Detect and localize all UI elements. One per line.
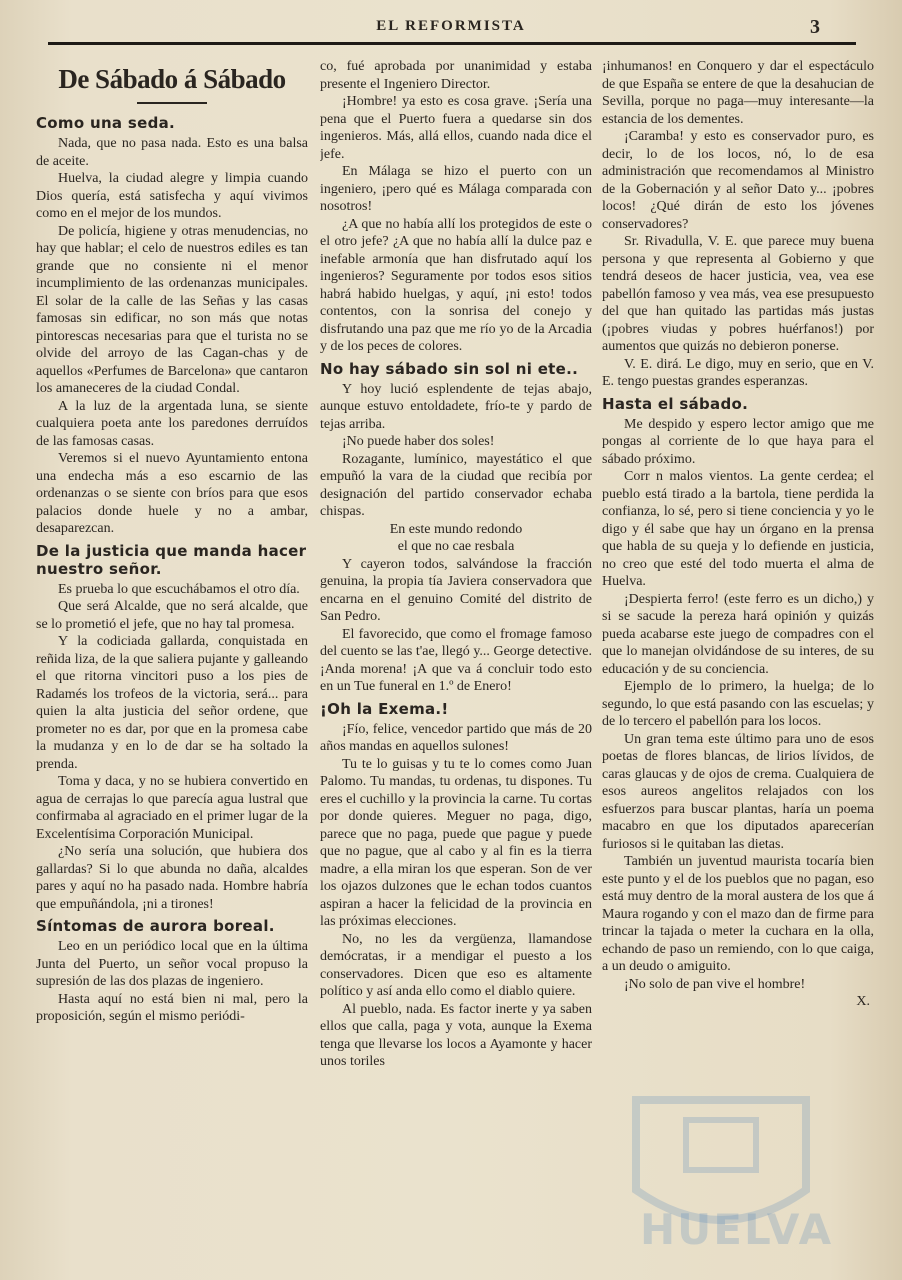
paragraph: Veremos si el nuevo Ayuntamiento entona una endecha más a eso escarnio de las ordenanzas o se siente con bríos para que esos palacios donde huele y no a ambar, desaparezcan.	[36, 451, 308, 536]
paragraph: Nada, que no pasa nada. Esto es una balsa de aceite.	[36, 136, 308, 169]
paragraph: Ejemplo de lo primero, la huelga; de lo segundo, lo que está pasando con las escuelas; y de lo tercero el pabellón para los locos.	[602, 679, 874, 729]
signature: X.	[856, 994, 870, 1009]
paragraph: Que será Alcalde, que no será alcalde, que se lo prometió el jefe, que no hay tal promesa.	[36, 599, 308, 632]
title-divider	[137, 102, 207, 104]
paragraph: Hasta aquí no está bien ni mal, pero la proposición, según el mismo periódi-	[36, 991, 308, 1024]
column-3	[602, 58, 874, 1258]
section-heading: Síntomas de aurora boreal.	[36, 917, 275, 935]
section-heading: Como una seda.	[36, 114, 176, 132]
article-title: De Sábado á Sábado	[58, 64, 286, 94]
paragraph: ¡No solo de pan vive el hombre!	[624, 976, 806, 992]
paragraph: Me despido y espero lector amigo que me pongas al corriente de lo que haya para el sábado próximo.	[602, 416, 874, 467]
column-2	[320, 58, 592, 1258]
paragraph: ¡Hombre! ya esto es cosa grave. ¡Sería una pena que el Puerto fuera a quedarse sin dos ingenieros. Más, allá ellos, cuando nada dice el jefe.	[320, 94, 592, 162]
watermark-text: HUELVA	[640, 1205, 834, 1254]
paragraph: ¡inhumanos! en Conquero y dar el espectáculo de que España se entere de que la desahucian de Sevilla, porque no paga—muy interesante—la estancia de los dementes.	[602, 59, 874, 127]
paragraph: Rozagante, lumínico, mayestático el que empuñó la vara de la ciudad que recibía por designación del partido conservador echaba chispas.	[320, 451, 592, 519]
paragraph: No, no les da vergüenza, llamandose demócratas, ir a mendigar el puesto a los conservadores. Dicen que eso es altamente político y así anda ello como el diablo quiere.	[320, 931, 592, 999]
article-columns	[36, 58, 874, 1258]
header-rule	[48, 42, 856, 45]
paragraph: ¿A que no había allí los protegidos de este o el otro jefe? ¿A que no había allí la dulce paz e inefable armonía que han disfrutado aquí los ingenieros? Seguramente por todos esos sitios habrá habido huelgas, y aquí, ¡ni esto! todos contentos, con la sonrisa del conejo y disfrutando una paz que me río yo de la Arcadia y de los peces de colores.	[320, 216, 592, 354]
paragraph: Al pueblo, nada. Es factor inerte y ya saben ellos que calla, paga y vota, aunque la Exema tenga que llevarse los locos a Ayamonte y hacer unos toriles	[320, 1001, 592, 1069]
paragraph: V. E. dirá. Le digo, muy en serio, que en V. E. tengo puestas grandes esperanzas.	[602, 356, 874, 389]
paragraph: Sr. Rivadulla, V. E. que parece muy buena persona y que representa al Gobierno y que tendrá deseos de hacer justicia, vea, vea ese pabellón famoso y vea más, vea ese presupuesto del que han quitado las partidas más justas (¡pobres viudas y pobres huérfanos!) por aumentos que quizás no debieron ponerse.	[602, 234, 874, 354]
section-heading: No hay sábado sin sol ni ete..	[320, 359, 579, 378]
paragraph: Tu te lo guisas y tu te lo comes como Juan Palomo. Tu mandas, tu ordenas, tu dispones. Tu eres el cuchillo y la provincia la carne. Tu cortas por donde quieres. Meguer no paga, digo, parece que no paga, puede que pague y puede que no pague, que al cabo y al fin es la tierra madre, a ella miran los que esperan. Son de ver los ojazos dulzones que le echan todos cuantos aspiran a hacer la felicidad de la provincia en las próximas elecciones.	[320, 756, 592, 929]
column-3-body	[602, 58, 874, 1011]
paragraph: Un gran tema este último para uno de esos poetas de flores blancas, de lirios lívidos, de caras glaucas y de ojos de crema. Cualquiera de esos aureos angelitos relajados con los esfuerzos para buscar plantas, haría un poema macabro en que los diputados aparecerían furiosos si le quitaban las dietas.	[602, 731, 874, 852]
paragraph: Y hoy lució esplendente de tejas abajo, aunque estuvo entoldadete, frío-te y pardo de tejas arriba.	[320, 381, 592, 432]
verse-line: En este mundo redondo	[389, 521, 523, 537]
paragraph: Huelva, la ciudad alegre y limpia cuando Dios quería, está satisfecha y aquí vivimos como en el mejor de los mundos.	[36, 171, 308, 221]
paragraph: De policía, higiene y otras menudencias, no hay que hablar; el celo de nuestros ediles es tan grande que no consiente ni el menor incumplimiento de las ordenanzas municipales. El solar de la calle de las Señas y las casas famosas sin edificar, no son más que notas pintorescas necesarias para que el turista no se olvide del arroyo de las Cagan-chas y de aquellos «Perfumes de Barcelona» que cantaron los amaneceres de la ciudad Condal.	[36, 223, 308, 396]
column-1-body	[36, 114, 308, 1026]
masthead: EL REFORMISTA	[376, 18, 526, 34]
paragraph: ¡Caramba! y esto es conservador puro, es decir, lo de los locos, nó, lo de esa administración que recomendamos al Ministro de la Gobernación y al señor Dato y... ¡pobres locos! ¿Qué dirán de esto los jóvenes conservadores?	[602, 129, 874, 232]
paragraph: El favorecido, que como el fromage famoso del cuento se las t'ae, llegó y... George detective. ¡Anda morena! ¡A que va á concluir todo esto en un Tue funeral en 1.º de Enero!	[320, 626, 592, 694]
paragraph: En Málaga se hizo el puerto con un ingeniero, ¡pero qué es Málaga comparada con nosotros!	[320, 164, 592, 214]
verse-line: el que no cae resbala	[397, 539, 515, 554]
paragraph: Toma y daca, y no se hubiera convertido en agua de cerrajas lo que parecía agua lustral que confirmaba al agraciado en el primer lugar de la Excelentísima Corporación Municipal.	[36, 774, 308, 842]
paragraph: ¿No sería una solución, que hubiera dos gallardas? Si lo que abunda no daña, alcaldes pares y aquí no ha pasado nada. Hombre habría que empuñándola, ¡ni a tirones!	[36, 844, 308, 912]
paragraph: Y la codiciada gallarda, conquistada en reñida liza, de la que saliera pujante y galleando el que ritorna vincitori puso a los pies de Radamés los trofeos de la victoria, será... para quien la alta justicia del señor ordene, que prometer no es dar, por que en la promesa cabe la mudanza y en lo de dar se ha soltado la prenda.	[36, 634, 308, 772]
paragraph: co, fué aprobada por unanimidad y estaba presente el Ingeniero Director.	[320, 59, 592, 92]
page-header	[48, 14, 854, 42]
section-heading: Hasta el sábado.	[602, 394, 749, 413]
paragraph: ¡No puede haber dos soles!	[342, 434, 495, 449]
paragraph: Y cayeron todos, salvándose la fracción genuina, la propia tía Javiera conservadora que encarna en el genuino Comité del distrito de San Pedro.	[320, 556, 592, 624]
page-number: 3	[810, 16, 820, 38]
section-heading: De la justicia que manda hacer nuestro señor.	[36, 541, 307, 578]
paragraph: A la luz de la argentada luna, se siente cualquiera poeta ante los paredones derruídos de las famosas casas.	[36, 398, 308, 449]
paragraph: Es prueba lo que escuchábamos el otro día.	[58, 581, 300, 597]
paragraph: ¡Despierta ferro! (este ferro es un dicho,) y si se sacude la pereza hará opinión y quizás pueda acabarse este juego de compadres con el que lo manejan olvidándose de su interes, de su educación y de su conciencia.	[602, 591, 874, 677]
paragraph: También un juventud maurista tocaría bien este punto y el de los pueblos que no pagan, eso está muy dentro de la moral austera de los que á Maura rogando y con el mazo dan de firme para trincar la tajada o meter la cuchara en la olla, echando de paso un remiendo, con lo que caiga, a un deudo o amiguito.	[602, 854, 874, 974]
paragraph: Leo en un periódico local que en la última Junta del Puerto, un señor vocal propuso la supresión de las dos plazas de ingeniero.	[36, 939, 308, 989]
paragraph: Corr n malos vientos. La gente cerdea; el pueblo está tirado a la bartola, tiene perdida la confianza, lo sé, pero si tiene conciencia y yo le digo y él sabe que hay un órgano en la prensa que habla de su queja y lo defiende en justicia, no creo que esté del todo muerta el alma de Huelva.	[602, 469, 874, 589]
column-2-body	[320, 58, 592, 1071]
column-1	[36, 58, 308, 1258]
paragraph: ¡Fío, felice, vencedor partido que más de 20 años mandas en aquellos sulones!	[320, 721, 592, 754]
section-heading: ¡Oh la Exema.!	[320, 699, 449, 718]
